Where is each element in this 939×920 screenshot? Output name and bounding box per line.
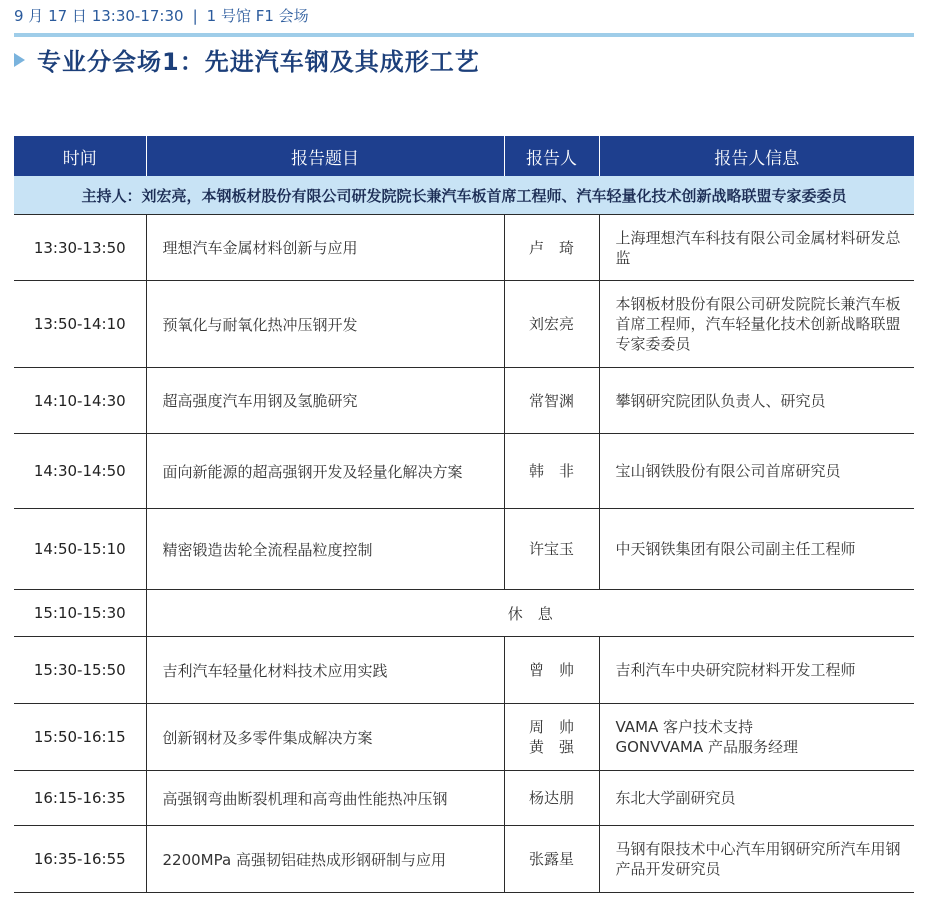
table-row [14,215,914,281]
row-time: 14:30-14:50 [14,434,146,509]
section-title-text: 专业分会场1：先进汽车钢及其成形工艺 [37,48,480,76]
row-speaker-info [599,704,914,771]
speaker-name: 刘宏亮 [528,315,574,333]
row-time: 14:50-15:10 [14,509,146,590]
row-time: 15:50-16:15 [14,704,146,771]
speaker-name: 张露星 [528,850,574,868]
row-speaker [504,826,599,893]
row-speaker-info: 东北大学副研究员 [599,771,914,826]
table-row [14,509,914,590]
speaker-name: 黄 强 [528,738,574,756]
speaker-name: 卢 琦 [528,238,574,257]
speaker-name: 许宝玉 [528,540,574,558]
row-time: 13:50-14:10 [14,281,146,368]
row-speaker [504,368,599,434]
row-speaker-info: 宝山钢铁股份有限公司首席研究员 [599,434,914,509]
row-topic: 吉利汽车轻量化材料技术应用实践 [146,637,504,704]
row-topic: 预氧化与耐氧化热冲压钢开发 [146,281,504,368]
row-time: 13:30-13:50 [14,215,146,281]
row-speaker-info: 中天钢铁集团有限公司副主任工程师 [599,509,914,590]
row-speaker [504,281,599,368]
row-topic: 2200MPa 高强韧铝硅热成形钢研制与应用 [146,826,504,893]
session-header [14,5,309,26]
row-topic: 精密锻造齿轮全流程晶粒度控制 [146,509,504,590]
row-topic: 面向新能源的超高强钢开发及轻量化解决方案 [146,434,504,509]
host-row [14,176,914,215]
break-label: 休 息 [146,590,914,637]
triangle-bullet-icon [14,53,25,67]
break-row [14,590,914,637]
speaker-name: 杨达朋 [528,789,574,807]
session-date-time: 9 月 17 日 13:30-17:30 [14,7,184,25]
row-speaker-info: 马钢有限技术中心汽车用钢研究所汽车用钢产品开发研究员 [599,826,914,893]
header-rule [14,33,914,37]
row-topic: 高强钢弯曲断裂机理和高弯曲性能热冲压钢 [146,771,504,826]
table-row [14,704,914,771]
speaker-info-line: GONVVAMA 产品服务经理 [615,738,798,756]
speaker-name: 韩 非 [528,462,574,480]
row-speaker-info: 吉利汽车中央研究院材料开发工程师 [599,637,914,704]
row-time: 15:30-15:50 [14,637,146,704]
row-speaker [504,509,599,590]
row-speaker [504,704,599,771]
row-speaker [504,771,599,826]
row-speaker [504,215,599,281]
speaker-name: 常智渊 [528,391,574,410]
section-title [14,42,480,77]
row-topic: 理想汽车金属材料创新与应用 [146,215,504,281]
row-time: 14:10-14:30 [14,368,146,434]
table-row [14,771,914,826]
table-row [14,368,914,434]
host-text: 主持人：刘宏亮，本钢板材股份有限公司研发院院长兼汽车板首席工程师、汽车轻量化技术创新战略联盟专家委委员 [14,176,914,215]
row-speaker [504,434,599,509]
header-separator: | [192,7,198,25]
table-header-row [14,136,914,176]
break-time: 15:10-15:30 [14,590,146,637]
speaker-info-line: VAMA 客户技术支持 [615,718,754,736]
column-header-time: 时间 [14,136,146,176]
row-time: 16:35-16:55 [14,826,146,893]
column-header-speaker: 报告人 [504,136,599,176]
row-time: 16:15-16:35 [14,771,146,826]
row-speaker-info: 本钢板材股份有限公司研发院院长兼汽车板首席工程师，汽车轻量化技术创新战略联盟专家委委员 [599,281,914,368]
column-header-topic: 报告题目 [146,136,504,176]
row-topic: 创新钢材及多零件集成解决方案 [146,704,504,771]
row-speaker-info: 攀钢研究院团队负责人、研究员 [599,368,914,434]
table-row [14,434,914,509]
speaker-name: 周 帅 [528,718,574,736]
speaker-name: 曾 帅 [528,661,574,679]
session-venue: 1 号馆 F1 会场 [206,7,309,25]
table-row [14,826,914,893]
table-row [14,281,914,368]
row-speaker [504,637,599,704]
agenda-table [14,136,914,893]
column-header-speaker-info: 报告人信息 [599,136,914,176]
table-row [14,637,914,704]
row-speaker-info: 上海理想汽车科技有限公司金属材料研发总监 [599,215,914,281]
row-topic: 超高强度汽车用钢及氢脆研究 [146,368,504,434]
